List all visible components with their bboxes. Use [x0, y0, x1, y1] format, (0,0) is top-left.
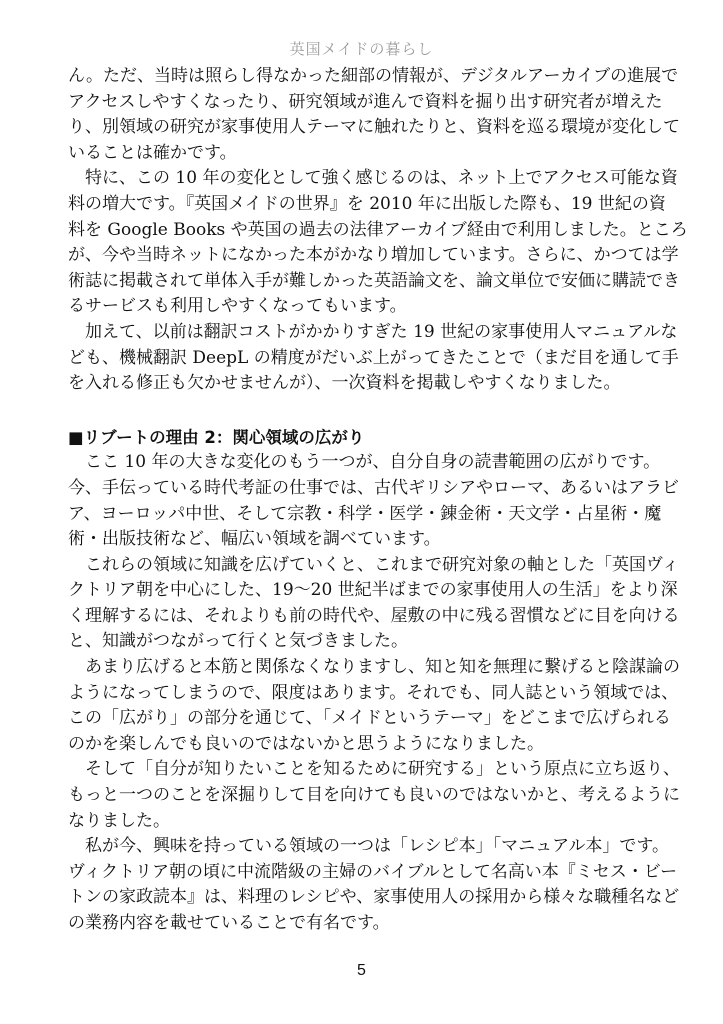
- text-line: ヴィクトリア朝の頃に中流階級の主婦のバイブルとして名高い本『ミセス・ビー: [68, 861, 678, 882]
- paragraph: [68, 553, 680, 655]
- text-line: の業務内容を載せていることで有名です。: [68, 913, 390, 933]
- paragraph: [68, 450, 679, 552]
- text-line: 私が今、興味を持っている領域の一つは「レシピ本」「マニュアル本」です。: [85, 836, 670, 857]
- text-line: ようになってしまうので、限度はあります。それでも、同人誌という領域では、: [68, 682, 679, 703]
- text-line: これらの領域に知識を広げていくと、これまで研究対象の軸とした「英国ヴィ: [85, 554, 679, 575]
- heading-text: ■リブートの理由 2：関心領域の広がり: [68, 427, 365, 447]
- text-line: 料を Google Books や英国の過去の法律アーカイブ経由で利用しました。ところ: [68, 219, 688, 240]
- text-line: 料の増大です。『英国メイドの世界』を 2010 年に出版した際も、19 世紀の資: [68, 193, 666, 214]
- paragraph: [68, 320, 679, 397]
- text-line: ここ 10 年の大きな変化のもう一つが、自分自身の読書範囲の広がりです。: [85, 452, 661, 473]
- text-line: り、別領域の研究が家事使用人テーマに触れたりと、資料を巡る環境が変化して: [68, 117, 680, 138]
- text-line: 加えて、以前は翻訳コストがかかりすぎた 19 世紀の家事使用人マニュアルな: [85, 321, 678, 342]
- text-line: ん。ただ、当時は照らし得なかった細部の情報が、デジタルアーカイブの進展で: [68, 66, 679, 86]
- text-line: 術・出版技術など、幅広い領域を調べています。: [68, 529, 441, 550]
- section-heading: [68, 425, 668, 451]
- text-line: 術誌に掲載されて単体入手が難しかった英語論文を、論文単位で安価に購読でき: [68, 270, 680, 291]
- text-line: るサービスも利用しやすくなってもいます。: [68, 296, 407, 317]
- text-line: トンの家政読本』は、料理のレシピや、家事使用人の採用から様々な職種名など: [68, 887, 680, 908]
- text-line: あまり広げると本筋と関係なくなりますし、知と知を無理に繋げると陰謀論の: [85, 657, 680, 678]
- text-line: く理解するには、それよりも前の時代や、屋敷の中に残る習慣などに目を向ける: [68, 605, 680, 626]
- text-line: 今、手伝っている時代考証の仕事では、古代ギリシアやローマ、あるいはアラビ: [68, 477, 679, 498]
- text-line: ア、ヨーロッパ中世、そして宗教・科学・医学・錬金術・天文学・占星術・魔: [68, 503, 662, 524]
- text-line: と、知識がつながって行くと気づきました。: [68, 631, 408, 652]
- text-line: を入れる修正も欠かせませんが）、一次資料を掲載しやすくなりました。: [68, 373, 621, 394]
- running-header: 英国メイドの暮らし: [289, 40, 434, 58]
- paragraph: [68, 834, 680, 936]
- section-spacer: [68, 397, 668, 425]
- text-line: そして「自分が知りたいことを知るために研究する」という原点に立ち返り、: [85, 759, 680, 780]
- text-line: が、今や当時ネットになかった本がかなり増加しています。さらに、かつては学: [68, 245, 679, 266]
- text-line: アクセスしやすくなったり、研究領域が進んで資料を掘り出す研究者が増えた: [68, 91, 663, 112]
- text-line: もっと一つのことを深掘りして目を向けても良いのではないかと、考えるように: [68, 785, 680, 806]
- paragraph: [68, 757, 680, 834]
- document-body: [68, 64, 688, 937]
- paragraph: [68, 655, 680, 757]
- text-line: ども、機械翻訳 DeepL の精度がだいぶ上がってきたことで（まだ目を通して手: [68, 347, 679, 368]
- paragraph: [68, 64, 680, 166]
- paragraph: [68, 166, 688, 320]
- text-line: いることは確かです。: [68, 142, 237, 163]
- text-line: なりました。: [68, 810, 170, 831]
- text-line: 特に、この 10 年の変化として強く感じるのは、ネット上でアクセス可能な資: [85, 168, 678, 189]
- text-line: クトリア朝を中心にした、19〜20 世紀半ばまでの家事使用人の生活」をより深: [68, 580, 678, 601]
- page-number: 5: [357, 962, 366, 979]
- text-line: のかを楽しんでも良いのではないかと思うようになりました。: [68, 733, 544, 754]
- text-line: この「広がり」の部分を通じて、「メイドというテーマ」をどこまで広げられる: [68, 708, 671, 729]
